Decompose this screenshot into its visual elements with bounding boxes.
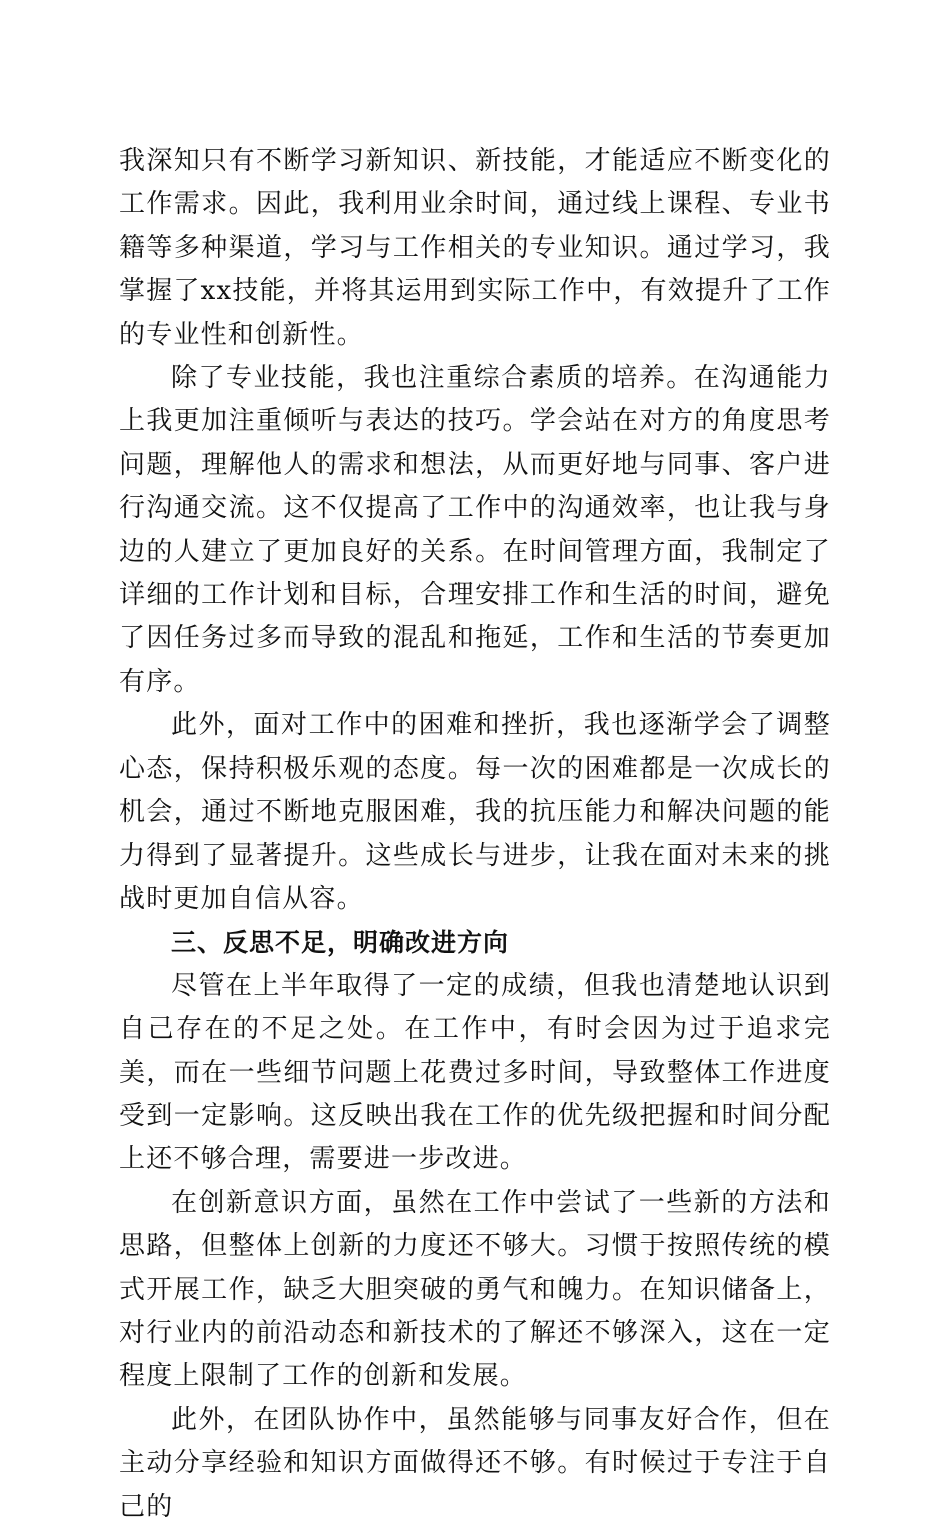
- paragraph-shortcomings: 尽管在上半年取得了一定的成绩，但我也清楚地认识到自己存在的不足之处。在工作中，有时会因为过于追求完美，而在一些细节问题上花费过多时间，导致整体工作进度受到一定影响。这反映出我在工作的优先级把握和时间分配上还不够合理，需要进一步改进。: [119, 970, 831, 1175]
- paragraph-teamwork: 此外，在团队协作中，虽然能够与同事友好合作，但在主动分享经验和知识方面做得还不够。有时候过于专注于自己的: [119, 1404, 831, 1522]
- paragraph-soft-skills: 除了专业技能，我也注重综合素质的培养。在沟通能力上我更加注重倾听与表达的技巧。学会站在对方的角度思考问题，理解他人的需求和想法，从而更好地与同事、客户进行沟通交流。这不仅提高了工作中的沟通效率，也让我与身边的人建立了更加良好的关系。在时间管理方面，我制定了详细的工作计划和目标，合理安排工作和生活的时间，避免了因任务过多而导致的混乱和拖延，工作和生活的节奏更加有序。: [119, 363, 831, 697]
- section-heading: 三、反思不足，明确改进方向: [171, 928, 510, 958]
- paragraph-mindset: 此外，面对工作中的困难和挫折，我也逐渐学会了调整心态，保持积极乐观的态度。每一次的困难都是一次成长的机会，通过不断地克服困难，我的抗压能力和解决问题的能力得到了显著提升。这些成长与进步，让我在面对未来的挑战时更加自信从容。: [119, 710, 831, 914]
- paragraph-continued: 我深知只有不断学习新知识、新技能，才能适应不断变化的工作需求。因此，我利用业余时间，通过线上课程、专业书籍等多种渠道，学习与工作相关的专业知识。通过学习，我掌握了xx技能，并将其运用到实际工作中，有效提升了工作的专业性和创新性。: [119, 146, 831, 350]
- paragraph-innovation: 在创新意识方面，虽然在工作中尝试了一些新的方法和思路，但整体上创新的力度还不够大。习惯于按照传统的模式开展工作，缺乏大胆突破的勇气和魄力。在知识储备上，对行业内的前沿动态和新技术的了解还不够深入，这在一定程度上限制了工作的创新和发展。: [119, 1187, 831, 1392]
- document-body: [119, 140, 831, 1529]
